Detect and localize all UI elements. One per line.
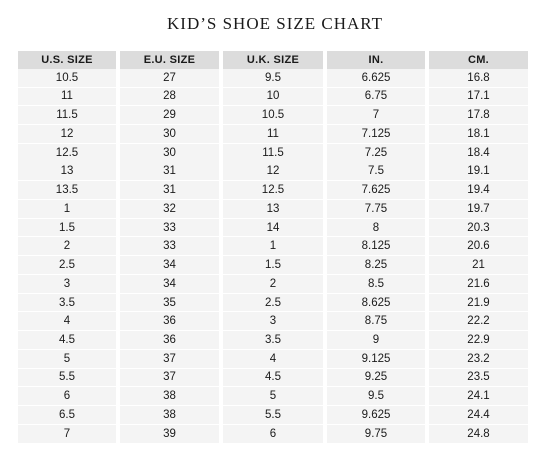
- header-us-size: U.S. SIZE: [18, 51, 116, 69]
- cell-inches: 8.625: [327, 294, 425, 312]
- cell-uk-size: 10: [223, 88, 323, 106]
- cell-uk-size: 12: [223, 162, 323, 180]
- cell-us-size: 5.5: [18, 369, 116, 387]
- cell-centimeters: 24.4: [429, 406, 528, 424]
- cell-centimeters: 21.9: [429, 294, 528, 312]
- cell-uk-size: 10.5: [223, 106, 323, 124]
- cell-centimeters: 19.1: [429, 162, 528, 180]
- size-chart-table: [18, 51, 528, 443]
- cell-us-size: 13: [18, 162, 116, 180]
- table-header-row: [18, 51, 528, 69]
- table-row: [18, 425, 528, 443]
- cell-centimeters: 21.6: [429, 275, 528, 293]
- cell-eu-size: 30: [120, 144, 219, 162]
- cell-uk-size: 3: [223, 312, 323, 330]
- cell-us-size: 3: [18, 275, 116, 293]
- cell-centimeters: 22.9: [429, 331, 528, 349]
- cell-uk-size: 9.5: [223, 69, 323, 87]
- cell-inches: 9.5: [327, 387, 425, 405]
- cell-inches: 9: [327, 331, 425, 349]
- cell-eu-size: 38: [120, 387, 219, 405]
- cell-inches: 9.125: [327, 350, 425, 368]
- cell-uk-size: 14: [223, 219, 323, 237]
- cell-us-size: 4.5: [18, 331, 116, 349]
- cell-uk-size: 3.5: [223, 331, 323, 349]
- cell-uk-size: 13: [223, 200, 323, 218]
- cell-centimeters: 24.1: [429, 387, 528, 405]
- cell-eu-size: 32: [120, 200, 219, 218]
- cell-centimeters: 20.6: [429, 237, 528, 255]
- cell-centimeters: 22.2: [429, 312, 528, 330]
- cell-us-size: 5: [18, 350, 116, 368]
- table-row: [18, 331, 528, 349]
- cell-centimeters: 16.8: [429, 69, 528, 87]
- cell-eu-size: 35: [120, 294, 219, 312]
- cell-uk-size: 2.5: [223, 294, 323, 312]
- cell-inches: 6.75: [327, 88, 425, 106]
- cell-centimeters: 20.3: [429, 219, 528, 237]
- cell-uk-size: 1: [223, 237, 323, 255]
- cell-inches: 7.5: [327, 162, 425, 180]
- cell-eu-size: 37: [120, 369, 219, 387]
- header-eu-size: E.U. SIZE: [120, 51, 219, 69]
- cell-us-size: 12.5: [18, 144, 116, 162]
- cell-centimeters: 21: [429, 256, 528, 274]
- cell-eu-size: 34: [120, 256, 219, 274]
- cell-eu-size: 39: [120, 425, 219, 443]
- cell-uk-size: 11.5: [223, 144, 323, 162]
- cell-inches: 8.125: [327, 237, 425, 255]
- table-row: [18, 237, 528, 255]
- cell-eu-size: 36: [120, 312, 219, 330]
- header-inches: IN.: [327, 51, 425, 69]
- cell-inches: 8.75: [327, 312, 425, 330]
- table-row: [18, 294, 528, 312]
- cell-us-size: 2: [18, 237, 116, 255]
- table-row: [18, 144, 528, 162]
- table-row: [18, 406, 528, 424]
- cell-inches: 7: [327, 106, 425, 124]
- cell-centimeters: 17.8: [429, 106, 528, 124]
- cell-us-size: 1.5: [18, 219, 116, 237]
- cell-eu-size: 34: [120, 275, 219, 293]
- table-row: [18, 162, 528, 180]
- cell-inches: 7.25: [327, 144, 425, 162]
- cell-eu-size: 37: [120, 350, 219, 368]
- cell-eu-size: 36: [120, 331, 219, 349]
- cell-eu-size: 38: [120, 406, 219, 424]
- cell-uk-size: 5.5: [223, 406, 323, 424]
- cell-centimeters: 19.4: [429, 181, 528, 199]
- table-row: [18, 350, 528, 368]
- cell-eu-size: 30: [120, 125, 219, 143]
- cell-centimeters: 19.7: [429, 200, 528, 218]
- header-centimeters: CM.: [429, 51, 528, 69]
- cell-us-size: 12: [18, 125, 116, 143]
- cell-us-size: 6: [18, 387, 116, 405]
- cell-uk-size: 4.5: [223, 369, 323, 387]
- cell-us-size: 2.5: [18, 256, 116, 274]
- cell-inches: 6.625: [327, 69, 425, 87]
- cell-uk-size: 4: [223, 350, 323, 368]
- cell-eu-size: 29: [120, 106, 219, 124]
- cell-us-size: 11: [18, 88, 116, 106]
- cell-uk-size: 2: [223, 275, 323, 293]
- table-row: [18, 369, 528, 387]
- cell-inches: 9.625: [327, 406, 425, 424]
- cell-centimeters: 23.2: [429, 350, 528, 368]
- cell-eu-size: 33: [120, 237, 219, 255]
- cell-uk-size: 1.5: [223, 256, 323, 274]
- cell-centimeters: 18.4: [429, 144, 528, 162]
- table-row: [18, 275, 528, 293]
- page-title: KID’S SHOE SIZE CHART: [167, 14, 383, 33]
- cell-centimeters: 23.5: [429, 369, 528, 387]
- cell-uk-size: 11: [223, 125, 323, 143]
- cell-us-size: 10.5: [18, 69, 116, 87]
- table-row: [18, 256, 528, 274]
- cell-us-size: 3.5: [18, 294, 116, 312]
- cell-centimeters: 17.1: [429, 88, 528, 106]
- cell-us-size: 7: [18, 425, 116, 443]
- cell-uk-size: 6: [223, 425, 323, 443]
- table-row: [18, 88, 528, 106]
- cell-centimeters: 18.1: [429, 125, 528, 143]
- table-row: [18, 387, 528, 405]
- cell-eu-size: 31: [120, 162, 219, 180]
- cell-uk-size: 5: [223, 387, 323, 405]
- table-row: [18, 219, 528, 237]
- cell-us-size: 13.5: [18, 181, 116, 199]
- table-row: [18, 181, 528, 199]
- cell-inches: 7.125: [327, 125, 425, 143]
- cell-eu-size: 27: [120, 69, 219, 87]
- cell-inches: 8.25: [327, 256, 425, 274]
- cell-inches: 9.75: [327, 425, 425, 443]
- cell-inches: 7.75: [327, 200, 425, 218]
- cell-centimeters: 24.8: [429, 425, 528, 443]
- table-row: [18, 106, 528, 124]
- table-row: [18, 69, 528, 87]
- cell-uk-size: 12.5: [223, 181, 323, 199]
- cell-inches: 9.25: [327, 369, 425, 387]
- header-uk-size: U.K. SIZE: [223, 51, 323, 69]
- table-body: [18, 69, 528, 443]
- cell-us-size: 6.5: [18, 406, 116, 424]
- cell-inches: 8: [327, 219, 425, 237]
- cell-inches: 7.625: [327, 181, 425, 199]
- table-row: [18, 125, 528, 143]
- cell-us-size: 1: [18, 200, 116, 218]
- table-row: [18, 200, 528, 218]
- cell-eu-size: 33: [120, 219, 219, 237]
- cell-eu-size: 31: [120, 181, 219, 199]
- cell-us-size: 4: [18, 312, 116, 330]
- cell-us-size: 11.5: [18, 106, 116, 124]
- table-row: [18, 312, 528, 330]
- cell-inches: 8.5: [327, 275, 425, 293]
- cell-eu-size: 28: [120, 88, 219, 106]
